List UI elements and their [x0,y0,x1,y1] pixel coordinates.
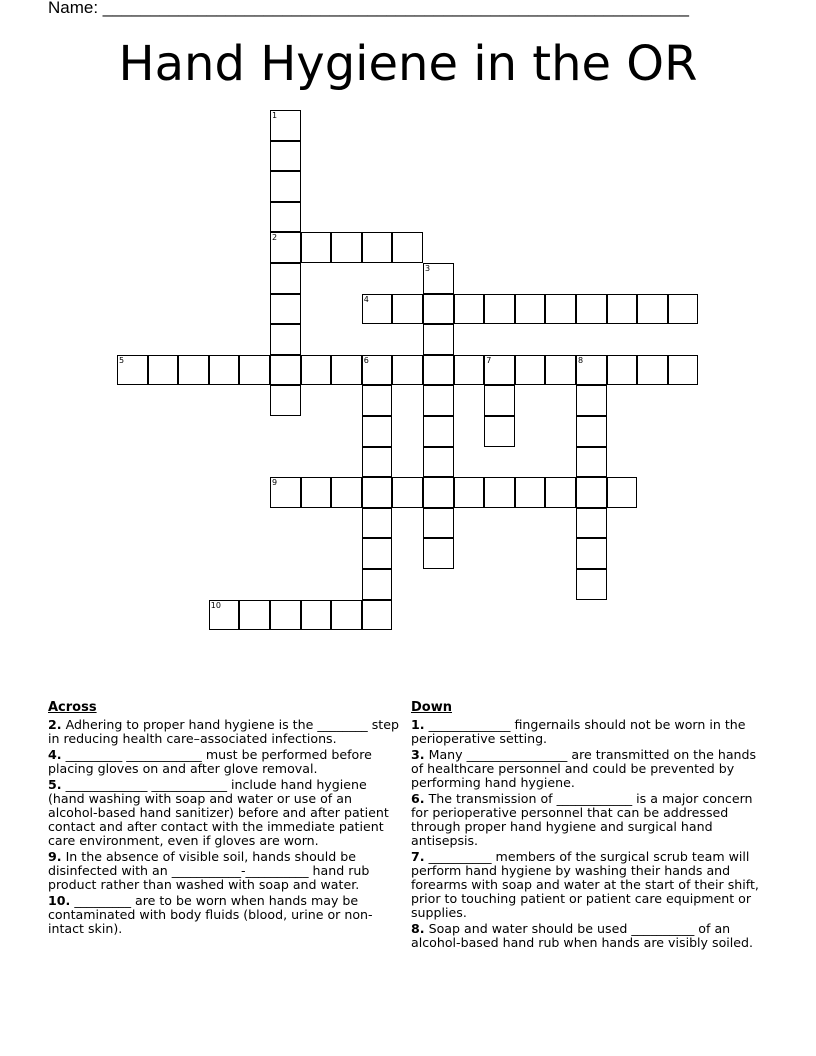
grid-cell[interactable] [576,508,607,539]
grid-cell[interactable] [392,232,423,263]
cell-number: 8 [578,355,584,365]
cell-number: 5 [119,355,125,365]
cell-number: 3 [425,264,431,273]
cell-number: 7 [486,355,492,365]
clue-across-5 [48,778,400,848]
grid-cell[interactable] [362,538,393,569]
down-heading: Down [411,700,452,715]
grid-cell[interactable] [423,508,454,539]
grid-cell[interactable] [454,294,485,325]
clue-text: _________ are to be worn when hands may be contaminated with body fluids (blood, urine or non-intact skin). [48,893,373,936]
grid-cell[interactable] [301,232,332,263]
grid-cell[interactable] [576,416,607,447]
grid-cell[interactable] [576,447,607,478]
grid-cell[interactable] [270,324,301,355]
grid-cell[interactable] [331,355,362,386]
grid-cell[interactable] [301,600,332,631]
clue-number: 10. [48,893,71,908]
grid-cell[interactable] [576,538,607,569]
clue-text: __________ members of the surgical scrub team will perform hand hygiene by washing their hands and forearms with soap and water at the start of their shift, prior to touching patient or patient care equipment or supplies. [411,849,759,920]
grid-cell[interactable] [423,385,454,416]
clue-across-9 [48,850,400,892]
grid-cell[interactable] [362,294,393,325]
grid-cell[interactable] [270,385,301,416]
grid-cell[interactable] [576,385,607,416]
grid-cell[interactable] [515,355,546,386]
grid-cell[interactable] [362,232,393,263]
grid-cell[interactable] [576,477,607,508]
grid-cell[interactable] [576,569,607,600]
grid-cell[interactable] [423,263,454,294]
cell-number: 9 [272,478,278,488]
grid-cell[interactable] [331,232,362,263]
grid-cell[interactable] [515,294,546,325]
grid-cell[interactable] [239,600,270,631]
grid-cell[interactable] [423,477,454,508]
clue-number: 6. [411,791,425,806]
clue-text: The transmission of ____________ is a major concern for perioperative personnel that can be addressed through proper hand hygiene and surgical hand antisepsis. [411,791,753,848]
grid-cell[interactable] [484,294,515,325]
grid-cell[interactable] [454,355,485,386]
grid-cell[interactable] [362,385,393,416]
grid-cell[interactable] [607,355,638,386]
cell-number: 4 [363,294,369,304]
grid-cell[interactable] [117,355,148,386]
grid-cell[interactable] [362,569,393,600]
clue-across-2 [48,718,400,746]
clue-text: In the absence of visible soil, hands should be disinfected with an ___________-__________ hand rub product rather than washed with soap and water. [48,849,370,892]
grid-cell[interactable] [545,477,576,508]
grid-cell[interactable] [148,355,179,386]
grid-cell[interactable] [270,141,301,172]
grid-cell[interactable] [484,385,515,416]
clue-number: 7. [411,849,425,864]
grid-cell[interactable] [362,416,393,447]
grid-cell[interactable] [423,324,454,355]
clue-down-8 [411,922,767,950]
clue-number: 8. [411,921,425,936]
cell-number: 10 [210,600,221,610]
clue-text: _____________ fingernails should not be worn in the perioperative setting. [411,717,746,746]
grid-cell[interactable] [484,416,515,447]
grid-cell[interactable] [270,171,301,202]
clue-across-10 [48,894,400,936]
grid-cell[interactable] [362,477,393,508]
grid-cell[interactable] [362,447,393,478]
grid-cell[interactable] [270,110,301,141]
grid-cell[interactable] [178,355,209,386]
grid-cell[interactable] [454,477,485,508]
grid-cell[interactable] [362,355,393,386]
clue-down-1 [411,718,767,746]
grid-cell[interactable] [270,355,301,386]
grid-cell[interactable] [331,600,362,631]
clue-number: 5. [48,777,62,792]
clue-down-7 [411,850,767,920]
grid-cell[interactable] [576,294,607,325]
grid-cell[interactable] [668,294,699,325]
clue-number: 3. [411,747,425,762]
grid-cell[interactable] [209,355,240,386]
grid-cell[interactable] [423,355,454,386]
grid-cell[interactable] [515,477,546,508]
grid-cell[interactable] [545,355,576,386]
name-field-label: Name: ______________________________________________________________ [48,0,689,17]
grid-cell[interactable] [270,477,301,508]
grid-cell[interactable] [239,355,270,386]
grid-cell[interactable] [209,600,240,631]
grid-cell[interactable] [270,600,301,631]
grid-cell[interactable] [392,355,423,386]
grid-cell[interactable] [668,355,699,386]
grid-cell[interactable] [607,294,638,325]
clue-across-4 [48,748,400,776]
grid-cell[interactable] [331,477,362,508]
clue-down-6 [411,792,767,848]
clue-number: 2. [48,717,62,732]
grid-cell[interactable] [423,447,454,478]
clue-number: 9. [48,849,62,864]
grid-cell[interactable] [484,477,515,508]
grid-cell[interactable] [270,202,301,233]
grid-cell[interactable] [301,355,332,386]
clue-number: 1. [411,717,425,732]
cell-number: 2 [272,233,278,243]
grid-cell[interactable] [362,508,393,539]
grid-cell[interactable] [270,232,301,263]
grid-cell[interactable] [545,294,576,325]
clue-text: _____________ ____________ include hand hygiene (hand washing with soap and water or use of an alcohol-based hand sanitizer) before and after patient contact and after contact with the immediate patient care environment, even if gloves are worn. [48,777,389,848]
clue-down-3 [411,748,767,790]
cell-number: 6 [363,355,369,365]
grid-cell[interactable] [392,477,423,508]
grid-cell[interactable] [270,294,301,325]
grid-cell[interactable] [576,355,607,386]
grid-cell[interactable] [637,355,668,386]
grid-cell[interactable] [484,355,515,386]
grid-cell[interactable] [301,477,332,508]
clue-text: Soap and water should be used __________ of an alcohol-based hand rub when hands are visibly soiled. [411,921,754,950]
clue-text: Many ________________ are transmitted on the hands of healthcare personnel and could be prevented by performing hand hygiene. [411,747,757,790]
grid-cell[interactable] [270,263,301,294]
grid-cell[interactable] [607,477,638,508]
grid-cell[interactable] [637,294,668,325]
across-heading: Across [48,700,97,715]
cell-number: 1 [272,111,278,120]
page-title: Hand Hygiene in the OR [118,36,698,92]
grid-cell[interactable] [362,600,393,631]
across-clues [48,700,400,938]
down-clues [411,700,767,952]
clue-number: 4. [48,747,62,762]
grid-cell[interactable] [392,294,423,325]
grid-cell[interactable] [423,416,454,447]
clue-text: Adhering to proper hand hygiene is the ________ step in reducing health care–associated infections. [48,717,399,746]
grid-cell[interactable] [423,538,454,569]
clue-text: _________ ____________ must be performed before placing gloves on and after glove removal. [48,747,372,776]
grid-cell[interactable] [423,294,454,325]
